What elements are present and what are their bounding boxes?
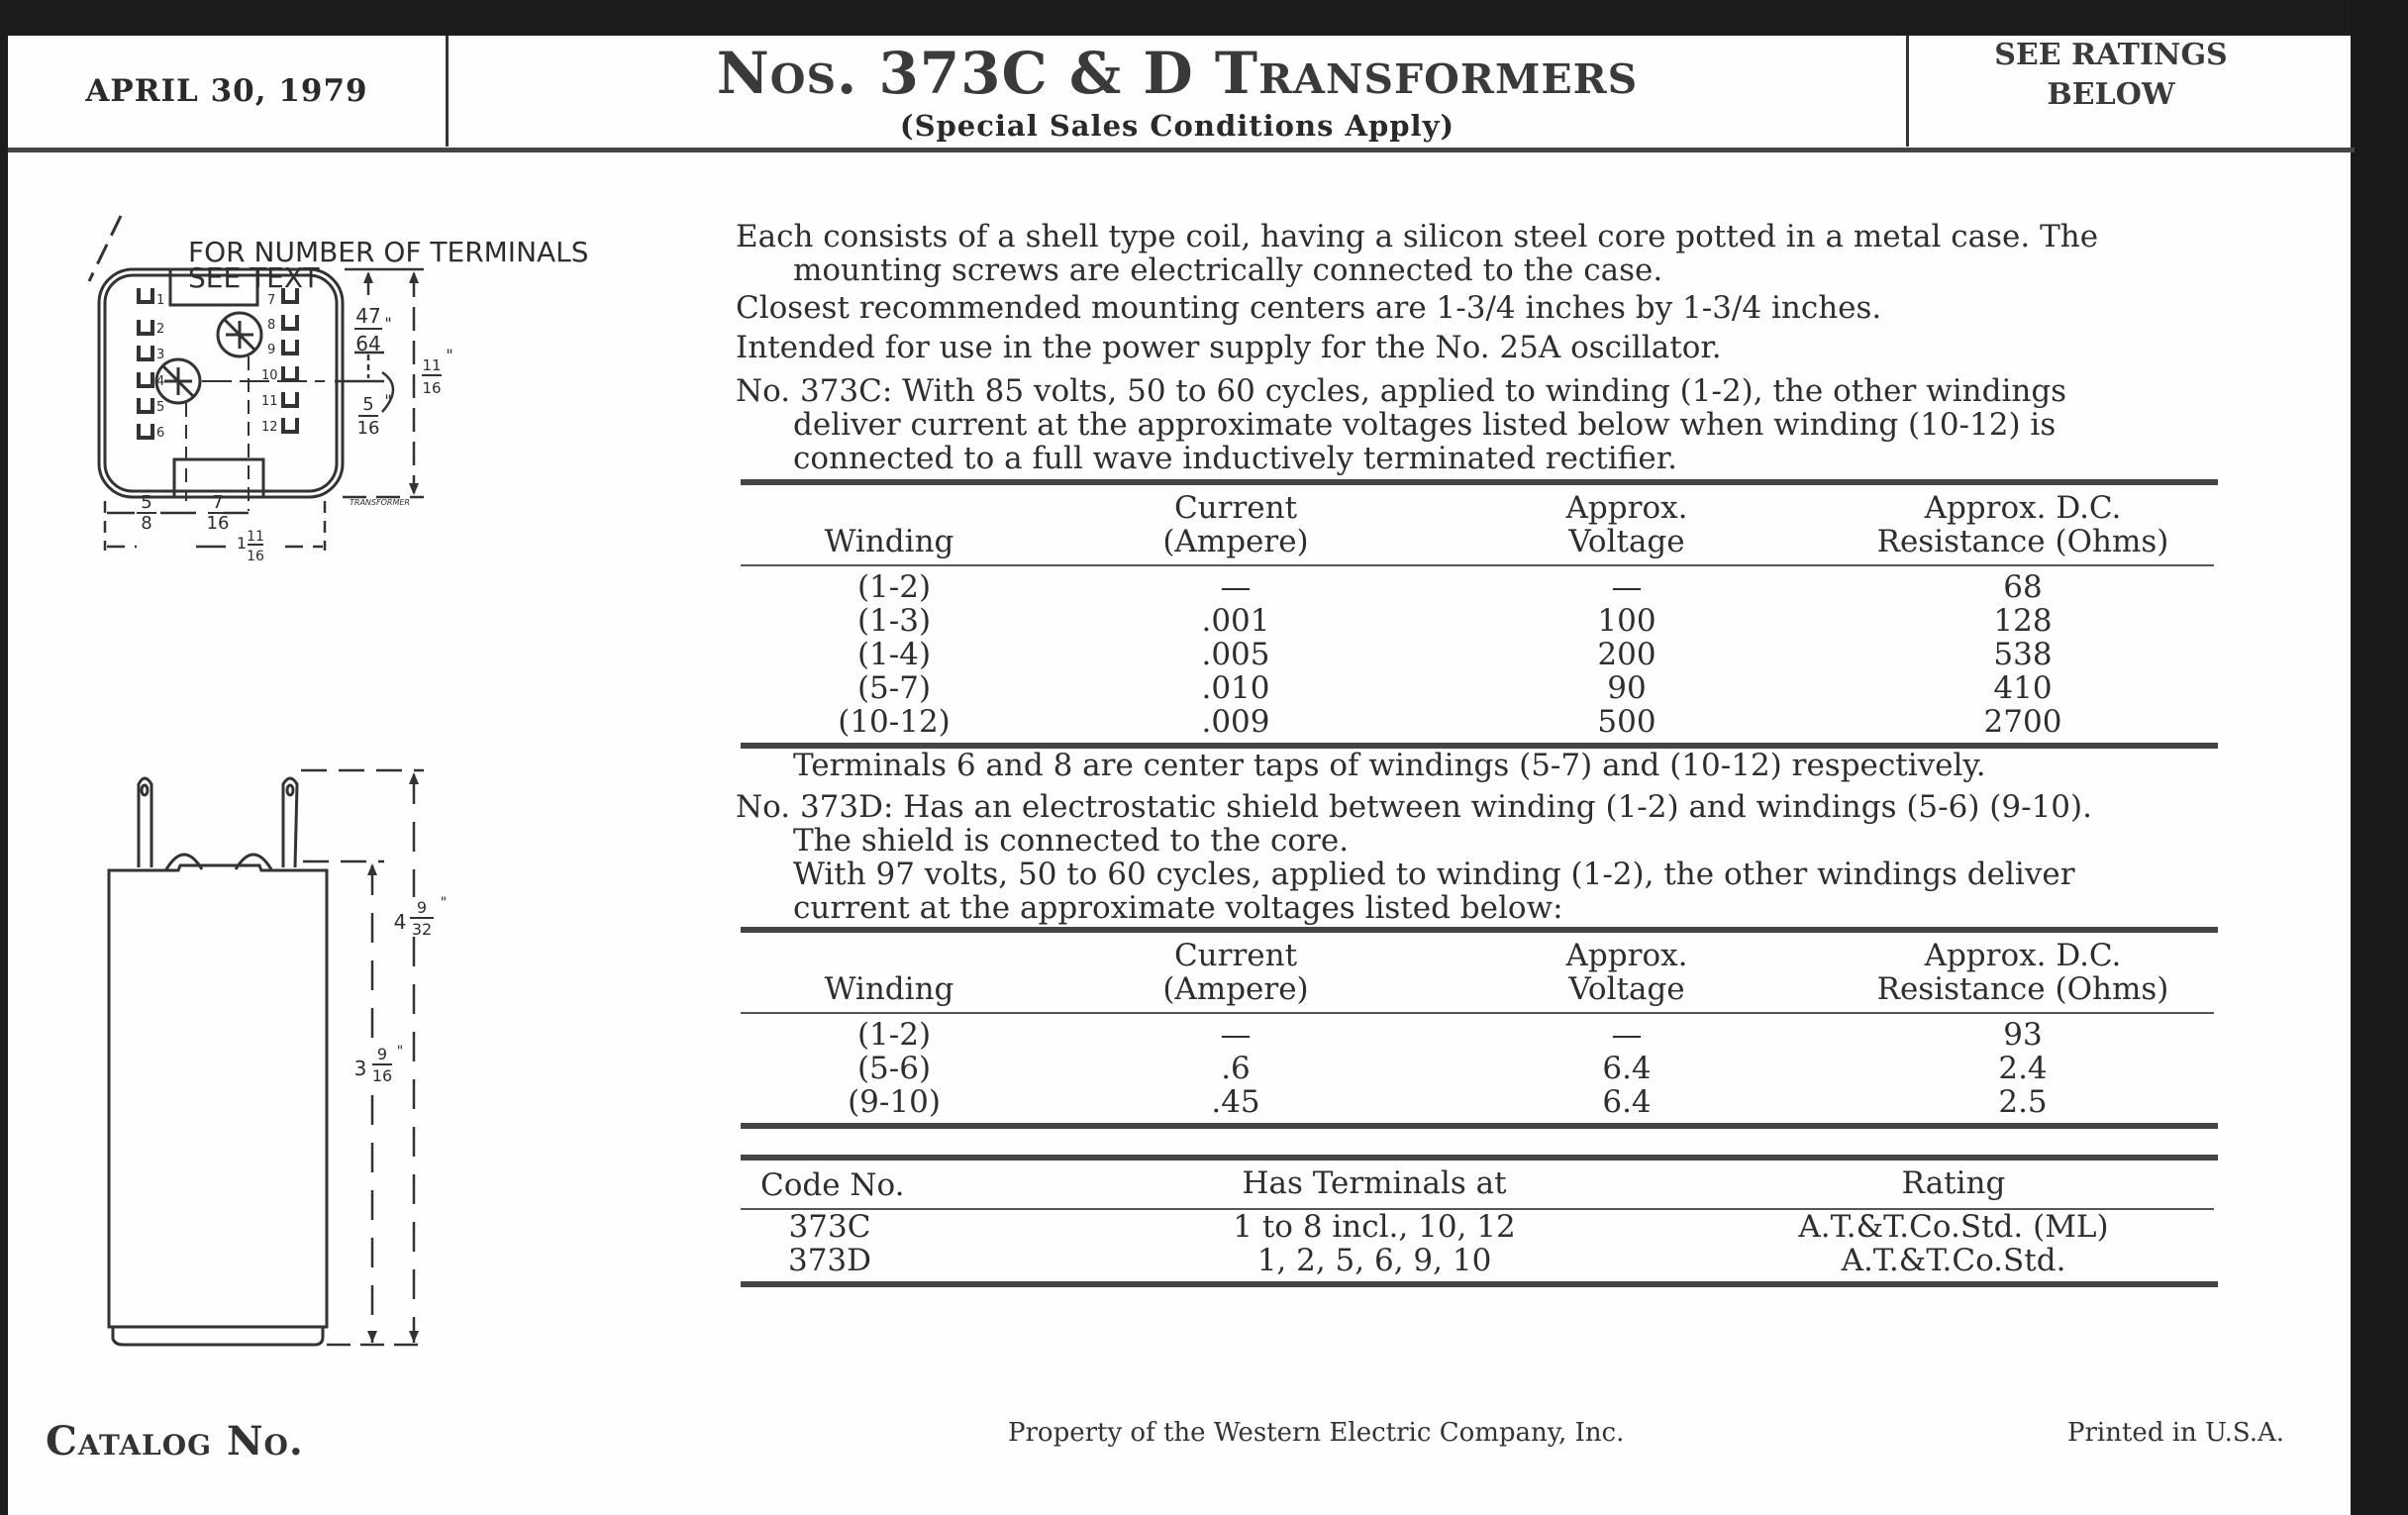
terminal-label: 7 [267,293,276,308]
cell-rating: A.T.&T.Co.Std. (ML) [1798,1209,2109,1245]
cell-rating: A.T.&T.Co.Std. [1841,1243,2066,1278]
table-header-rule [741,564,2214,566]
dim-1-11-16-whole: 1 [236,534,248,553]
cell-current: .45 [1211,1084,1260,1120]
terminal-label: 11 [261,394,278,409]
dim-5-16-num: 5 [362,394,374,415]
column-header-winding: Winding [824,524,954,559]
catalog-number-label: Catalog No. [46,1418,304,1464]
callout-leader-line [89,216,121,281]
intro-paragraph-use: Intended for use in the power supply for the No. 25A oscillator. [736,330,1722,365]
case-bottom [113,1327,323,1345]
terminal-label: 10 [261,368,278,383]
table-rule [741,1123,2218,1129]
table-header-rule [741,1012,2214,1014]
page-title: Nos. 373C & D Transformers [716,40,1639,107]
cell-code: 373C [788,1209,871,1245]
column-header-terminals: Has Terminals at [1242,1165,1507,1201]
cell-current: .001 [1201,603,1270,639]
cell-resistance: 68 [2003,569,2043,605]
column-header-rating: Rating [1901,1165,2006,1201]
table-rule [741,1281,2218,1287]
cell-winding: (1-2) [856,569,932,605]
dim-3-9-16-den: 16 [371,1066,393,1085]
mounting-nut-left [166,855,202,869]
column-header-resistance: Approx. D.C. [1924,938,2122,973]
cell-voltage: — [1611,569,1643,605]
datasheet-page [8,36,2351,1515]
page-subtitle: (Special Sales Conditions Apply) [899,109,1455,143]
cell-voltage: — [1611,1017,1643,1053]
text-line: connected to a full wave inductively terminated rectifier. [793,441,1677,476]
column-header-voltage: Approx. [1565,938,1688,973]
cell-winding: (1-4) [856,637,932,672]
text-line: mounting screws are electrically connected to the case. [793,252,1663,288]
dim-7-16-num: 7 [212,492,224,513]
column-header-current-unit: (Ampere) [1162,971,1309,1007]
text-line: The shield is connected to the core. [793,823,1350,858]
left-terminals [139,288,152,438]
intro-paragraph-373c [736,374,2221,475]
cell-current: — [1220,569,1252,605]
column-header-resistance-unit: Resistance (Ohms) [1876,971,2169,1007]
inch-mark: " [396,1044,404,1060]
cell-resistance: 2700 [1983,704,2062,740]
dim-3-9-16-num: 9 [376,1045,388,1063]
dim-11-16-num: 11 [422,356,442,374]
terminal-label: 2 [156,322,165,337]
dim-47-64-num: 47 [355,304,381,328]
intro-paragraph-mounting: Closest recommended mounting centers are 1-3/4 inches by 1-3/4 inches. [736,290,1882,326]
cell-current: .010 [1201,670,1270,706]
ratings-note-line: SEE RATINGS [1994,38,2228,72]
text-line: With 97 volts, 50 to 60 cycles, applied to winding (1-2), the other windings deliver [793,857,2075,892]
printed-in-notice: Printed in U.S.A. [2067,1418,2285,1448]
column-header-resistance-unit: Resistance (Ohms) [1876,524,2169,559]
cell-terminals: 1 to 8 incl., 10, 12 [1233,1209,1516,1245]
dim-5-8-den: 8 [141,513,152,534]
terminal-label: 4 [156,374,165,389]
dim-3-9-16-whole: 3 [353,1057,367,1080]
cell-code: 373D [787,1243,872,1278]
terminal-label: 9 [267,343,276,357]
cell-current: .6 [1221,1051,1251,1086]
table-rule [741,479,2218,485]
callout-text-line2: SEE TEXT [188,261,320,294]
dim-4-9-32-num: 9 [416,898,428,917]
column-header-voltage-unit: Voltage [1568,524,1685,559]
table-rule [741,1155,2218,1161]
cell-resistance: 128 [1993,603,2053,639]
terminal-label: 3 [156,348,165,362]
ratings-note [1909,36,2313,115]
intro-paragraph-construction [736,220,2221,287]
case-body [109,865,327,1327]
column-header-current-unit: (Ampere) [1162,524,1309,559]
column-header-resistance: Approx. D.C. [1924,490,2122,526]
dim-4-9-32-den: 32 [411,920,433,939]
cell-resistance: 410 [1993,670,2053,706]
inch-mark: " [384,314,392,333]
text-line: No. 373D: Has an electrostatic shield between winding (1-2) and windings (5-6) (9-10). [736,789,2092,825]
cell-voltage: 6.4 [1602,1051,1652,1086]
table-rule [741,927,2218,933]
text-line: current at the approximate voltages listed below: [793,890,1563,926]
cell-current: .009 [1201,704,1270,740]
dim-5-16-den: 16 [356,418,380,439]
side-view [109,778,327,1345]
dim-11-16-den: 16 [422,379,442,397]
solder-lug-right [283,778,297,867]
inch-mark: " [384,391,392,410]
terminal-label: 6 [156,426,165,441]
terminal-label: 8 [267,318,276,333]
column-header-voltage: Approx. [1565,490,1688,526]
ratings-note-line: BELOW [2047,77,2175,112]
cell-winding: (1-2) [856,1017,932,1053]
text-line: Terminals 6 and 8 are center taps of windings (5-7) and (10-12) respectively. [793,748,1986,783]
transformer-label: TRANSFORMER [350,498,410,507]
cell-winding: (9-10) [848,1084,941,1120]
cell-resistance: 2.4 [1998,1051,2048,1086]
inch-mark: " [440,895,448,911]
cell-voltage: 90 [1607,670,1647,706]
scanner-edge [2351,0,2408,1515]
dim-47-64-den: 64 [355,332,381,355]
issue-date: APRIL 30, 1979 [85,73,368,109]
paragraph-373d [736,790,2221,925]
dim-7-16-den: 16 [206,513,230,534]
cell-voltage: 100 [1597,603,1656,639]
text-line: Each consists of a shell type coil, having a silicon steel core potted in a metal case. The [736,219,2099,254]
right-terminals [283,288,297,432]
column-header-code: Code No. [760,1167,905,1203]
terminal-label: 5 [156,400,165,415]
column-header-voltage-unit: Voltage [1568,971,1685,1007]
property-notice: Property of the Western Electric Company, Inc. [1008,1418,1625,1448]
text-line: deliver current at the approximate voltages listed below when winding (10-12) is [793,407,2057,443]
transformer-drawing [8,36,701,1353]
cell-voltage: 6.4 [1602,1084,1652,1120]
cell-terminals: 1, 2, 5, 6, 9, 10 [1256,1243,1492,1278]
inch-mark: " [446,346,453,364]
terminal-label: 12 [261,420,278,435]
terminal-label: 1 [156,293,165,308]
cell-voltage: 200 [1597,637,1656,672]
column-header-winding: Winding [824,971,954,1007]
cell-current: — [1220,1017,1252,1053]
column-header-current: Current [1173,490,1298,526]
dim-1-11-16-den: 16 [247,549,264,564]
cell-current: .005 [1201,637,1270,672]
cell-winding: (5-6) [856,1051,932,1086]
cell-winding: (5-7) [856,670,932,706]
cell-voltage: 500 [1597,704,1656,740]
cell-winding: (1-3) [856,603,932,639]
cell-winding: (10-12) [838,704,951,740]
column-header-current: Current [1173,938,1298,973]
cell-resistance: 2.5 [1998,1084,2048,1120]
cell-resistance: 538 [1993,637,2053,672]
callout-text-line1: FOR NUMBER OF TERMINALS [188,236,589,268]
mounting-nut-right [236,855,271,869]
text-line: No. 373C: With 85 volts, 50 to 60 cycles, applied to winding (1-2), the other windings [736,373,2067,409]
cell-resistance: 93 [2003,1017,2043,1053]
dim-1-11-16-num: 11 [247,529,264,545]
dim-5-8-num: 5 [141,492,152,513]
dim-4-9-32-whole: 4 [393,910,407,934]
center-taps-note [736,749,2221,782]
